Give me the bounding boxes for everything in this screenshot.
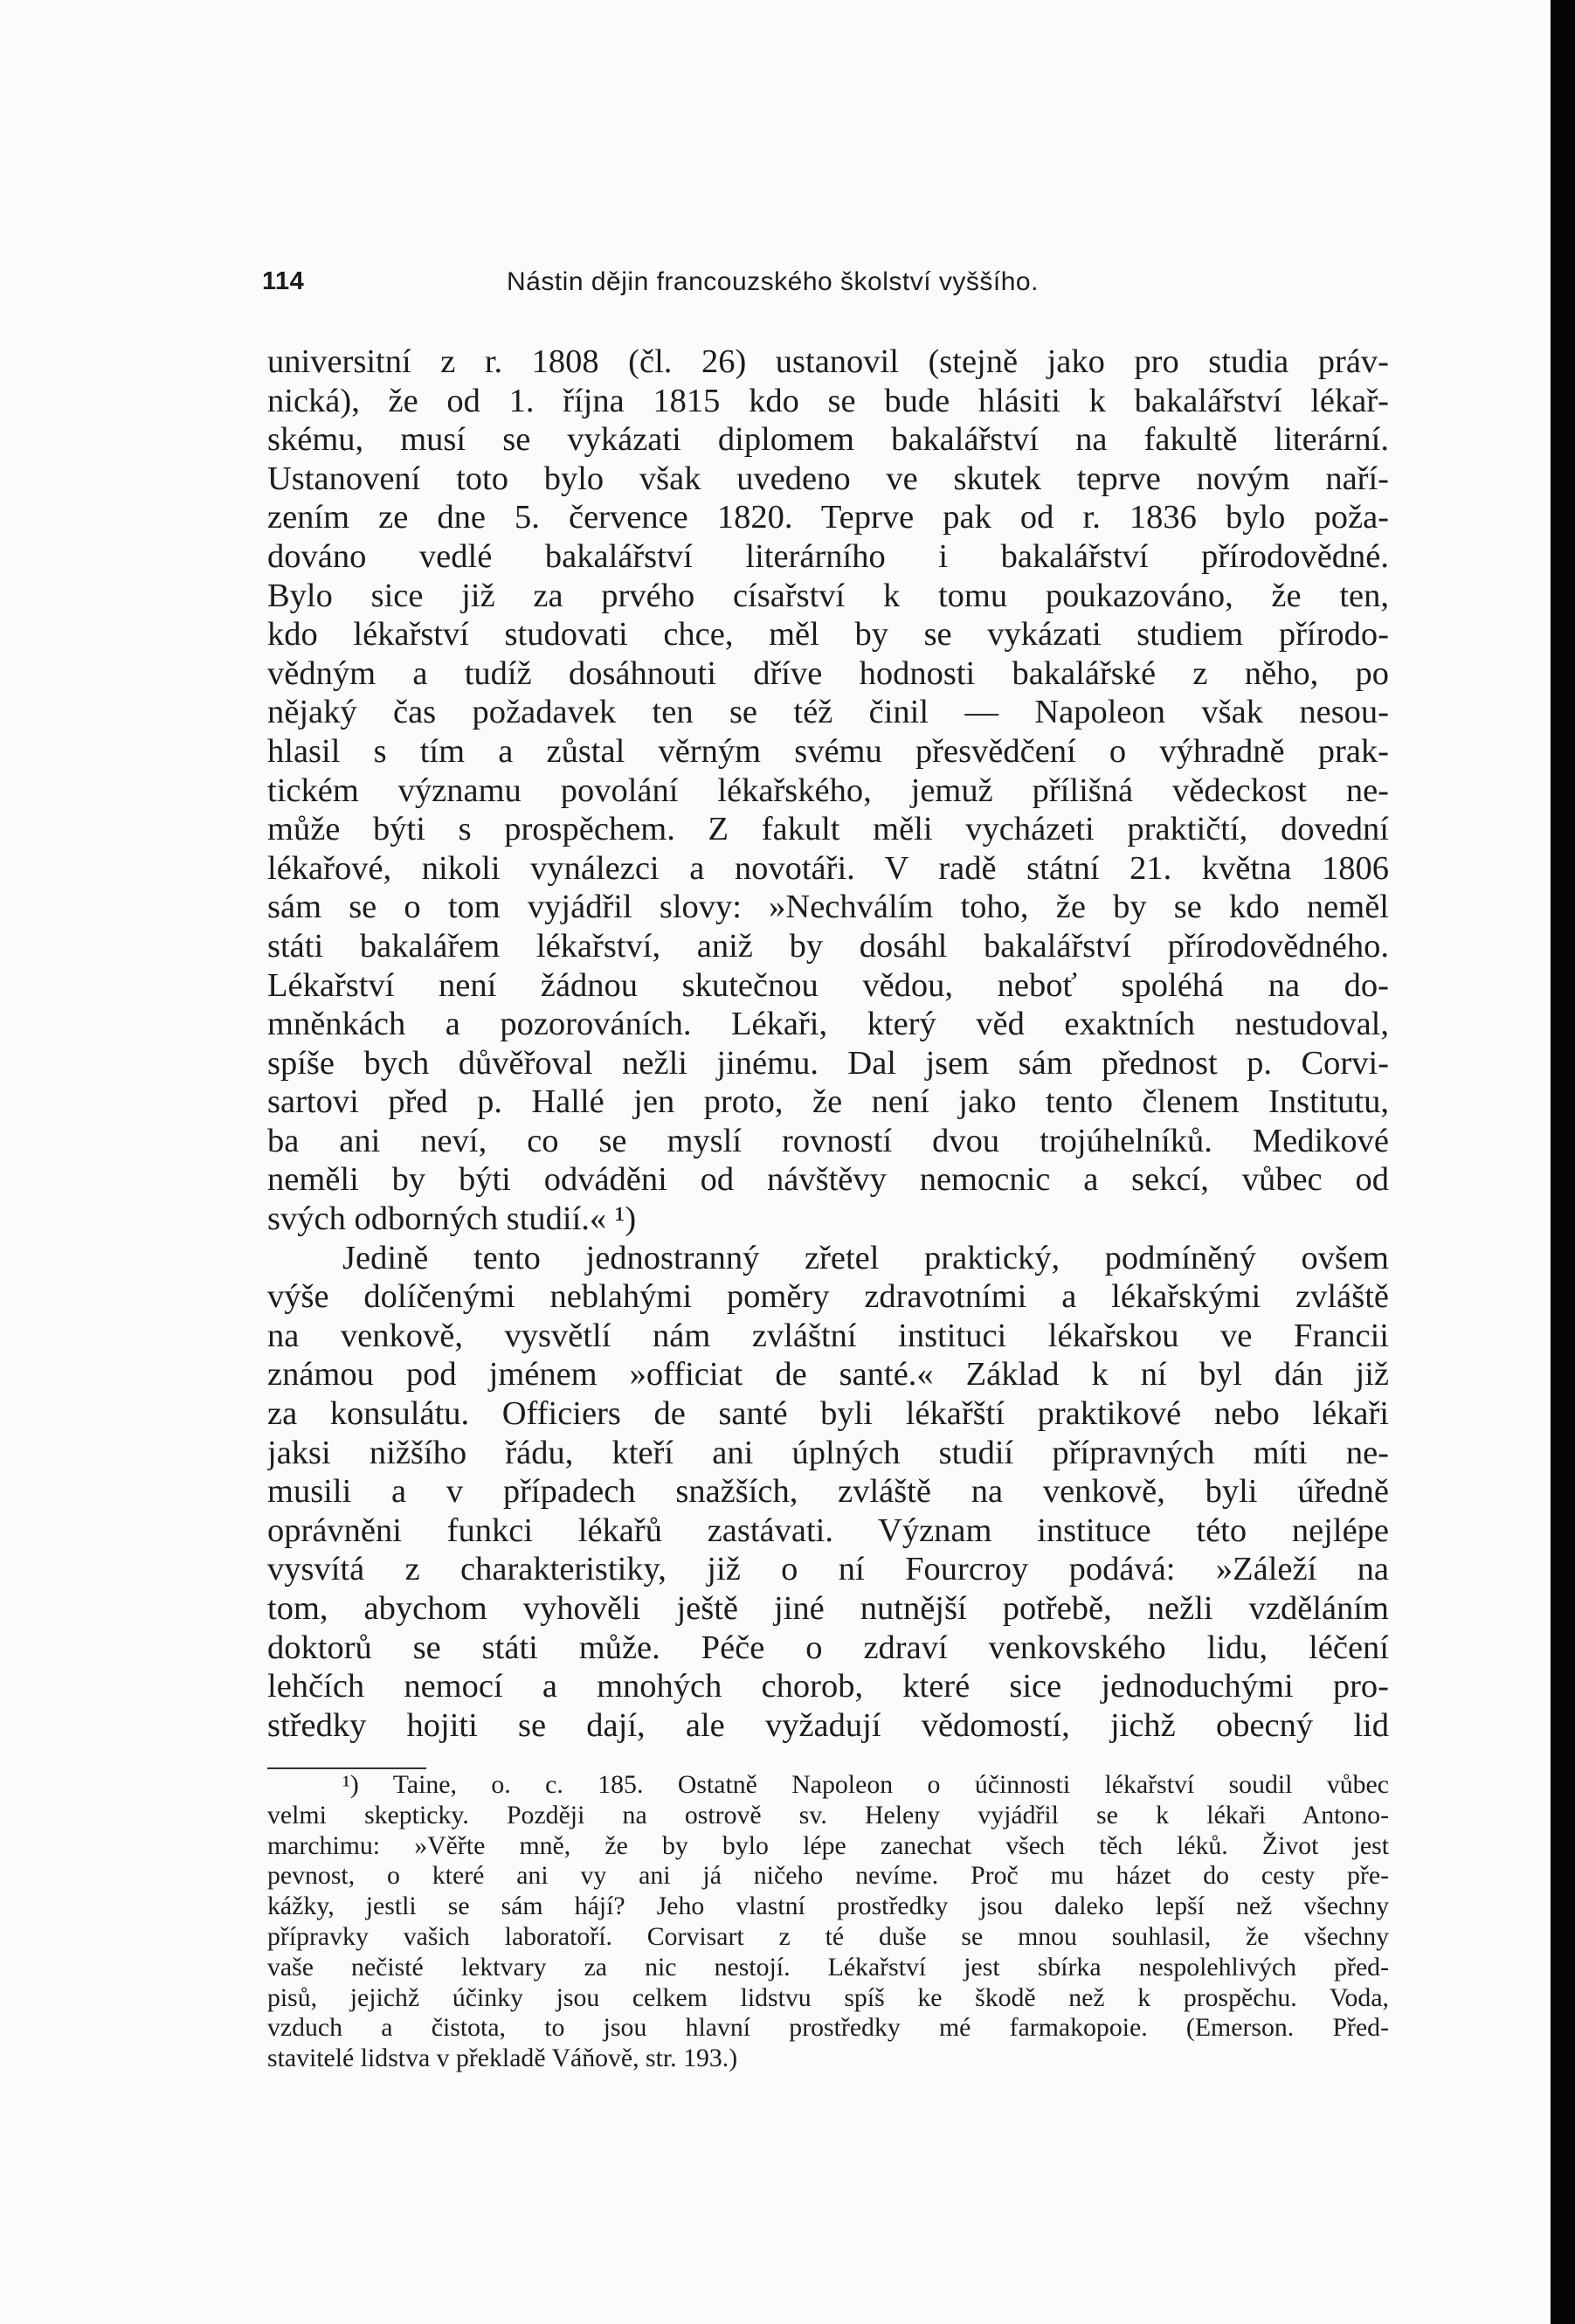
footnote-line: vaše nečisté lektvary za nic nestojí. Lékařství jest sbírka nespolehlivých před- <box>267 1952 1389 1982</box>
text-line: doktorů se státi může. Péče o zdraví venkovského lidu, léčení <box>267 1629 1389 1666</box>
footnote-line: pisů, jejichž účinky jsou celkem lidstvu spíš ke škodě než k prospěchu. Voda, <box>267 1982 1389 2012</box>
text-line: nějaký čas požadavek ten se též činil — Napoleon však nesou- <box>267 694 1389 731</box>
text-line: dováno vedlé bakalářství literárního i bakalářství přírodovědné. <box>267 537 1389 575</box>
text-line: tickém významu povolání lékařského, jemuž přílišná vědeckost ne- <box>267 771 1389 809</box>
text-line: za konsulátu. Officiers de santé byli lékařští praktikové nebo lékaři <box>267 1395 1389 1433</box>
footnote-line: ¹) Taine, o. c. 185. Ostatně Napoleon o účinnosti lékařství soudil vůbec <box>342 1770 1389 1799</box>
text-line: na venkově, vysvětlí nám zvláštní instituci lékařskou ve Francii <box>267 1317 1389 1354</box>
text-line: sartovi před p. Hallé jen proto, že není jako tento členem Institutu, <box>267 1083 1389 1121</box>
text-line: spíše bych důvěřoval nežli jinému. Dal jsem sám přednost p. Corvi- <box>267 1044 1389 1082</box>
text-line: zením ze dne 5. července 1820. Teprve pak od r. 1836 bylo poža- <box>267 499 1389 536</box>
text-line: státi bakalářem lékařství, aniž by dosáhl bakalářství přírodovědného. <box>267 927 1389 965</box>
text-line: Jedině tento jednostranný zřetel praktický, podmíněný ovšem <box>342 1239 1389 1276</box>
footnote-line: stavitelé lidstva v překladě Váňově, str. 193.) <box>267 2044 738 2073</box>
text-line: Bylo sice již za prvého císařství k tomu poukazováno, že ten, <box>267 577 1389 614</box>
text-line: výše dolíčenými neblahými poměry zdravotními a lékařskými zvláště <box>267 1278 1389 1316</box>
text-line: musili a v případech snažších, zvláště na venkově, byli úředně <box>267 1473 1389 1511</box>
text-line: může býti s prospěchem. Z fakult měli vycházeti praktičtí, dovední <box>267 811 1389 848</box>
scan-border <box>1551 0 1575 2324</box>
footnote-divider <box>267 1767 426 1769</box>
text-line: tom, abychom vyhověli ještě jiné nutnější potřebě, nežli vzděláním <box>267 1590 1389 1627</box>
text-line: vědným a tudíž dosáhnouti dříve hodnosti bakalářské z něho, po <box>267 654 1389 692</box>
text-line: neměli by býti odváděni od návštěvy nemocnic a sekcí, vůbec od <box>267 1161 1389 1199</box>
footnote-line: přípravky vašich laboratoří. Corvisart z té duše se mnou souhlasil, že všechny <box>267 1921 1389 1951</box>
text-line: lékařové, nikoli vynálezci a novotáři. V radě státní 21. května 1806 <box>267 849 1389 887</box>
text-line: Ustanovení toto bylo však uvedeno ve skutek teprve novým naří- <box>267 460 1389 497</box>
main-text <box>267 342 1389 1745</box>
footnote-line: marchimu: »Věřte mně, že by bylo lépe zanechat všech těch léků. Život jest <box>267 1830 1389 1860</box>
text-line: jaksi nižšího řádu, kteří ani úplných studií přípravných míti ne- <box>267 1434 1389 1471</box>
text-line: universitní z r. 1808 (čl. 26) ustanovil (stejně jako pro studia práv- <box>267 343 1389 380</box>
page-number: 114 <box>262 267 305 295</box>
text-line: sám se o tom vyjádřil slovy: »Nechválím toho, že by se kdo neměl <box>267 889 1389 926</box>
text-line: známou pod jménem »officiat de santé.« Základ k ní byl dán již <box>267 1356 1389 1394</box>
footnote-line: pevnost, o které ani vy ani já ničeho nevíme. Proč mu házet do cesty pře- <box>267 1861 1389 1891</box>
text-line: mněnkách a pozorováních. Lékaři, který věd exaktních nestudoval, <box>267 1006 1389 1043</box>
text-line: vysvítá z charakteristiky, již o ní Fourcroy podává: »Záleží na <box>267 1551 1389 1588</box>
footnote-line: kážky, jestli se sám hájí? Jeho vlastní prostředky jsou daleko lepší než všechny <box>267 1892 1389 1921</box>
text-line: skému, musí se vykázati diplomem bakalářství na fakultě literární. <box>267 421 1389 459</box>
text-line: středky hojiti se dají, ale vyžadují vědomostí, jichž obecný lid <box>267 1706 1389 1744</box>
text-line: oprávněni funkci lékařů zastávati. Význam instituce této nejlépe <box>267 1511 1389 1549</box>
footnote-line: velmi skepticky. Později na ostrově sv. Heleny vyjádřil se k lékaři Antono- <box>267 1800 1389 1829</box>
text-line: kdo lékařství studovati chce, měl by se vykázati studiem přírodo- <box>267 616 1389 654</box>
text-line: lehčích nemocí a mnohých chorob, které sice jednoduchými pro- <box>267 1668 1389 1705</box>
text-line: hlasil s tím a zůstal věrným svému přesvědčení o výhradně prak- <box>267 732 1389 770</box>
footnote-line: vzduch a čistota, to jsou hlavní prostředky mé farmakopoie. (Emerson. Před- <box>267 2013 1389 2043</box>
running-head <box>262 267 1389 311</box>
text-line: Lékařství není žádnou skutečnou vědou, neboť spoléhá na do- <box>267 966 1389 1004</box>
text-line: ba ani neví, co se myslí rovností dvou trojúhelníků. Medikové <box>267 1122 1389 1159</box>
text-line: nická), že od 1. října 1815 kdo se bude hlásiti k bakalářství lékař- <box>267 382 1389 419</box>
text-line: svých odborných studií.« ¹) <box>267 1200 637 1238</box>
running-title: Nástin dějin francouzského školství vyššího. <box>507 267 1039 296</box>
footnotes <box>267 1770 1389 2074</box>
